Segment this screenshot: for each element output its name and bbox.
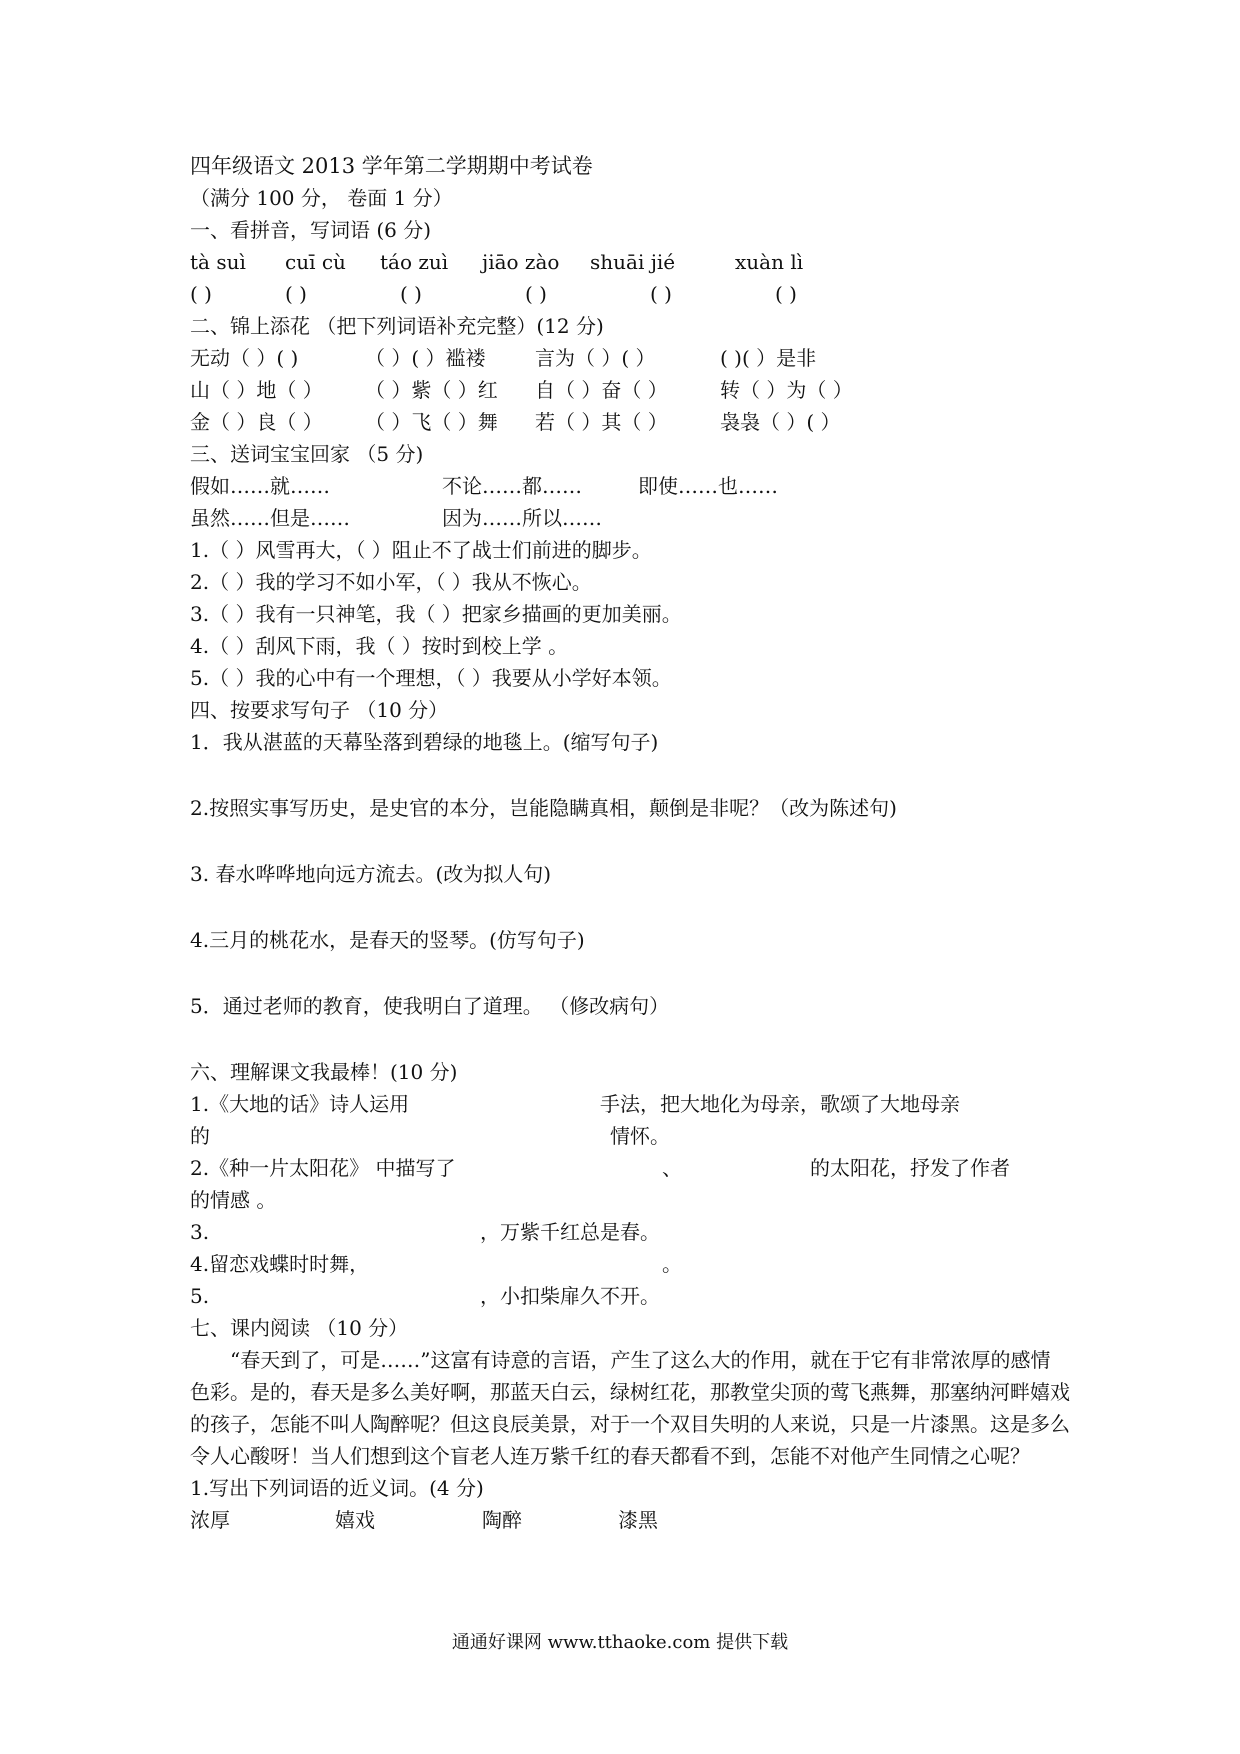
idiom-cell[interactable]: 若（ ）其（ ） (535, 410, 668, 434)
section-4-heading: 四、按要求写句子 （10 分） (190, 698, 449, 722)
q1-text-a: 1.《大地的话》诗人运用 (190, 1092, 410, 1116)
idiom-cell[interactable]: 山（ ）地（ ） (190, 378, 323, 402)
fill-item[interactable]: 1.（ ）风雪再大，（ ）阻止不了战士们前进的脚步。 (190, 538, 652, 562)
fill-item[interactable]: 4.（ ）刮风下雨，我（ ）按时到校上学 。 (190, 634, 569, 658)
synonym-word: 浓厚 (190, 1508, 230, 1532)
pinyin-row (190, 246, 1070, 278)
q4-text-a: 4.留恋戏蝶时时舞， (190, 1252, 370, 1276)
q2-text-a: 2.《种一片太阳花》 中描写了 (190, 1156, 456, 1180)
download-footer: 通通好课网 www.tthaoke.com 提供下载 (451, 1632, 789, 1653)
idiom-cell[interactable]: ( )( ）是非 (720, 346, 817, 370)
q3-text-a: 3. (190, 1220, 210, 1244)
poem-q5 (190, 1280, 1070, 1312)
q5-text-b: ，小扣柴扉久不开。 (480, 1284, 660, 1308)
pinyin-2: cuī cù (285, 250, 346, 274)
pinyin-4: jiāo zào (482, 250, 560, 274)
q1-text-c: 的 (190, 1124, 210, 1148)
idiom-row-1 (190, 342, 1070, 374)
idiom-cell[interactable]: 自（ ）奋（ ） (535, 378, 668, 402)
comprehension-q1-cont (190, 1120, 1070, 1152)
sentence-task: 4.三月的桃花水，是春天的竖琴。(仿写句子) (190, 928, 585, 952)
q4-text-b: 。 (662, 1252, 682, 1276)
answer-bracket-3[interactable]: ( ) (400, 282, 422, 306)
idiom-cell[interactable]: （ ）飞（ ）舞 (365, 410, 498, 434)
answer-bracket-4[interactable]: ( ) (525, 282, 547, 306)
section-3-heading: 三、送词宝宝回家 （5 分) (190, 442, 424, 466)
section-1-heading: 一、看拼音，写词语 (6 分) (190, 218, 432, 242)
q5-text-a: 5. (190, 1284, 210, 1308)
word-bank-item: 假如……就…… (190, 474, 330, 498)
comprehension-q1 (190, 1088, 1070, 1120)
fill-item[interactable]: 3.（ ）我有一只神笔，我（ ）把家乡描画的更加美丽。 (190, 602, 682, 626)
poem-q3 (190, 1216, 1070, 1248)
section-7-heading: 七、课内阅读 （10 分） (190, 1316, 409, 1340)
idiom-cell[interactable]: （ ）紫（ ）红 (365, 378, 498, 402)
sentence-task: 1．我从湛蓝的天幕坠落到碧绿的地毯上。(缩写句子) (190, 730, 659, 754)
q2-text-b: 、 (662, 1156, 682, 1180)
word-bank-item: 不论……都…… (442, 474, 582, 498)
exam-page (190, 150, 1070, 1536)
reading-passage: “春天到了，可是……”这富有诗意的言语，产生了这么大的作用，就在于它有非常浓厚的感情色彩。是的，春天是多么美好啊，那蓝天白云，绿树红花，那教堂尖顶的莺飞燕舞，那塞纳河畔嬉戏的孩子，怎能不叫人陶醉呢？但这良辰美景，对于一个双目失明的人来说，只是一片漆黑。这是多么令人心酸呀！当人们想到这个盲老人连万紫千红的春天都看不到，怎能不对他产生同情之心呢？ (190, 1348, 1070, 1468)
idiom-row-2 (190, 374, 1070, 406)
answer-bracket-5[interactable]: ( ) (650, 282, 672, 306)
idiom-cell[interactable]: 无动（ ）( ) (190, 346, 299, 370)
sentence-task: 3. 春水哗哗地向远方流去。(改为拟人句) (190, 862, 552, 886)
idiom-cell[interactable]: （ ）( ）褴褛 (365, 346, 486, 370)
poem-q4 (190, 1248, 1070, 1280)
q3-text-b: ，万紫千红总是春。 (480, 1220, 660, 1244)
word-bank-item: 即使……也…… (638, 474, 778, 498)
synonym-word: 嬉戏 (335, 1508, 375, 1532)
synonym-words (190, 1504, 1070, 1536)
pinyin-5: shuāi jié (590, 250, 676, 274)
section-6-heading: 六、理解课文我最棒！(10 分) (190, 1060, 458, 1084)
idiom-cell[interactable]: 袅袅（ ）( ） (720, 410, 841, 434)
answer-bracket-2[interactable]: ( ) (285, 282, 307, 306)
comprehension-q2-cont: 的情感 。 (190, 1188, 277, 1212)
pinyin-6: xuàn lì (735, 250, 804, 274)
q2-text-c: 的太阳花，抒发了作者 (810, 1156, 1010, 1180)
idiom-row-3 (190, 406, 1070, 438)
fill-item[interactable]: 2.（ ）我的学习不如小军，（ ）我从不恢心。 (190, 570, 592, 594)
sentence-task: 2.按照实事写历史，是史官的本分，岂能隐瞒真相，颠倒是非呢？（改为陈述句) (190, 796, 897, 820)
synonym-question: 1.写出下列词语的近义词。(4 分) (190, 1476, 484, 1500)
idiom-cell[interactable]: 转（ ）为（ ） (720, 378, 853, 402)
pinyin-1: tà suì (190, 250, 246, 274)
pinyin-3: táo zuì (380, 250, 449, 274)
synonym-word: 陶醉 (482, 1508, 522, 1532)
score-note: （满分 100 分， 卷面 1 分） (190, 186, 453, 210)
answer-bracket-row (190, 278, 1070, 310)
synonym-word: 漆黑 (618, 1508, 658, 1532)
fill-item[interactable]: 5.（ ）我的心中有一个理想，（ ）我要从小学好本领。 (190, 666, 672, 690)
word-bank-row-2 (190, 502, 1070, 534)
q1-text-d: 情怀。 (610, 1124, 670, 1148)
idiom-cell[interactable]: 言为（ ）( ） (535, 346, 656, 370)
exam-title: 四年级语文 2013 学年第二学期期中考试卷 (190, 154, 593, 178)
section-2-heading: 二、锦上添花 （把下列词语补充完整）(12 分) (190, 314, 604, 338)
word-bank-item: 因为……所以…… (442, 506, 602, 530)
sentence-task: 5．通过老师的教育，使我明白了道理。 （修改病句） (190, 994, 670, 1018)
answer-bracket-6[interactable]: ( ) (775, 282, 797, 306)
word-bank-item: 虽然……但是…… (190, 506, 350, 530)
idiom-cell[interactable]: 金（ ）良（ ） (190, 410, 323, 434)
q1-text-b: 手法，把大地化为母亲，歌颂了大地母亲 (600, 1092, 960, 1116)
word-bank-row-1 (190, 470, 1070, 502)
answer-bracket-1[interactable]: ( ) (190, 282, 212, 306)
comprehension-q2 (190, 1152, 1070, 1184)
